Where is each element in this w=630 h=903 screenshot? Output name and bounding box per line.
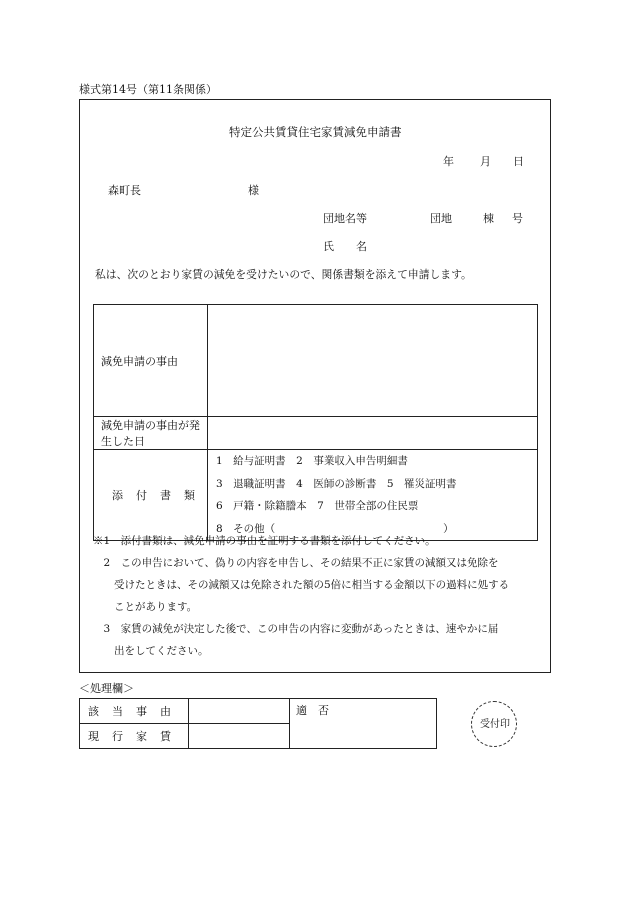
reception-stamp <box>471 701 517 747</box>
reason-label-cell <box>94 305 208 417</box>
reception-stamp-label: 受付印 <box>480 719 510 730</box>
estate-unit: 団地 <box>430 212 452 225</box>
processing-section-label: ＜処理欄＞ <box>79 682 134 695</box>
intro-statement: 私は、次のとおり家賃の減免を受けたいので、関係書類を添えて申請します。 <box>95 268 472 281</box>
date-year: 年 <box>443 155 454 168</box>
addressee-honorific: 様 <box>248 184 259 197</box>
reason-label: 減免申請の事由 <box>101 354 178 368</box>
date-day: 日 <box>513 155 524 168</box>
form-number: 様式第14号（第11条関係） <box>79 83 217 96</box>
attachment-line: 6 戸籍・除籍謄本 7 世帯全部の住民票 <box>216 500 419 512</box>
note-line: 3 家賃の減免が決定した後で、この申告の内容に変動があったときは、速やかに届 <box>93 623 499 635</box>
occurrence-date-label: 減免申請の事由が発生した日 <box>101 419 200 448</box>
attachments-label-cell <box>94 450 208 541</box>
note-line: 受けたときは、その減額又は免除された額の5倍に相当する金額以下の過料に処する <box>93 579 510 591</box>
addressee-name: 森町長 <box>108 184 141 197</box>
occurrence-date-label-cell <box>94 417 208 450</box>
applicant-name-label: 氏 名 <box>323 240 367 253</box>
notes-section <box>93 530 548 662</box>
note-line: 2 この申告において、偽りの内容を申告し、その結果不正に家賃の減額又は免除を <box>93 557 499 569</box>
applicable-reason-label-cell <box>80 699 189 724</box>
attachment-line: 3 退職証明書 4 医師の診断書 5 罹災証明書 <box>216 477 457 490</box>
note-line: ことがあります。 <box>93 601 198 613</box>
approval-label: 適 否 <box>296 704 329 717</box>
approval-cell[interactable] <box>290 699 437 749</box>
current-rent-field[interactable] <box>189 724 290 749</box>
current-rent-label-cell <box>80 724 189 749</box>
estate-label: 団地名等 <box>323 212 367 225</box>
note-line: 出をしてください。 <box>93 645 209 657</box>
note-line: ※1 添付書類は、減免申請の事由を証明する書類を添付してください。 <box>93 535 436 547</box>
date-month: 月 <box>480 155 491 168</box>
attachment-line: 1 給与証明書 2 事業収入申告明細書 <box>216 455 408 467</box>
applicable-reason-field[interactable] <box>189 699 290 724</box>
applicable-reason-label: 該 当 事 由 <box>88 705 172 718</box>
building-unit: 棟 <box>483 212 494 225</box>
processing-table <box>79 698 437 749</box>
reason-field[interactable] <box>208 305 538 417</box>
attachments-label: 添 付 書 類 <box>112 489 196 502</box>
attachments-list <box>208 450 538 541</box>
occurrence-date-field[interactable] <box>208 417 538 450</box>
document-title: 特定公共賃貸住宅家賃減免申請書 <box>229 125 402 139</box>
current-rent-label: 現 行 家 賃 <box>88 730 172 743</box>
application-table <box>93 304 538 541</box>
room-unit: 号 <box>512 212 523 225</box>
attachment-line: 8 その他（ ） <box>216 522 454 535</box>
